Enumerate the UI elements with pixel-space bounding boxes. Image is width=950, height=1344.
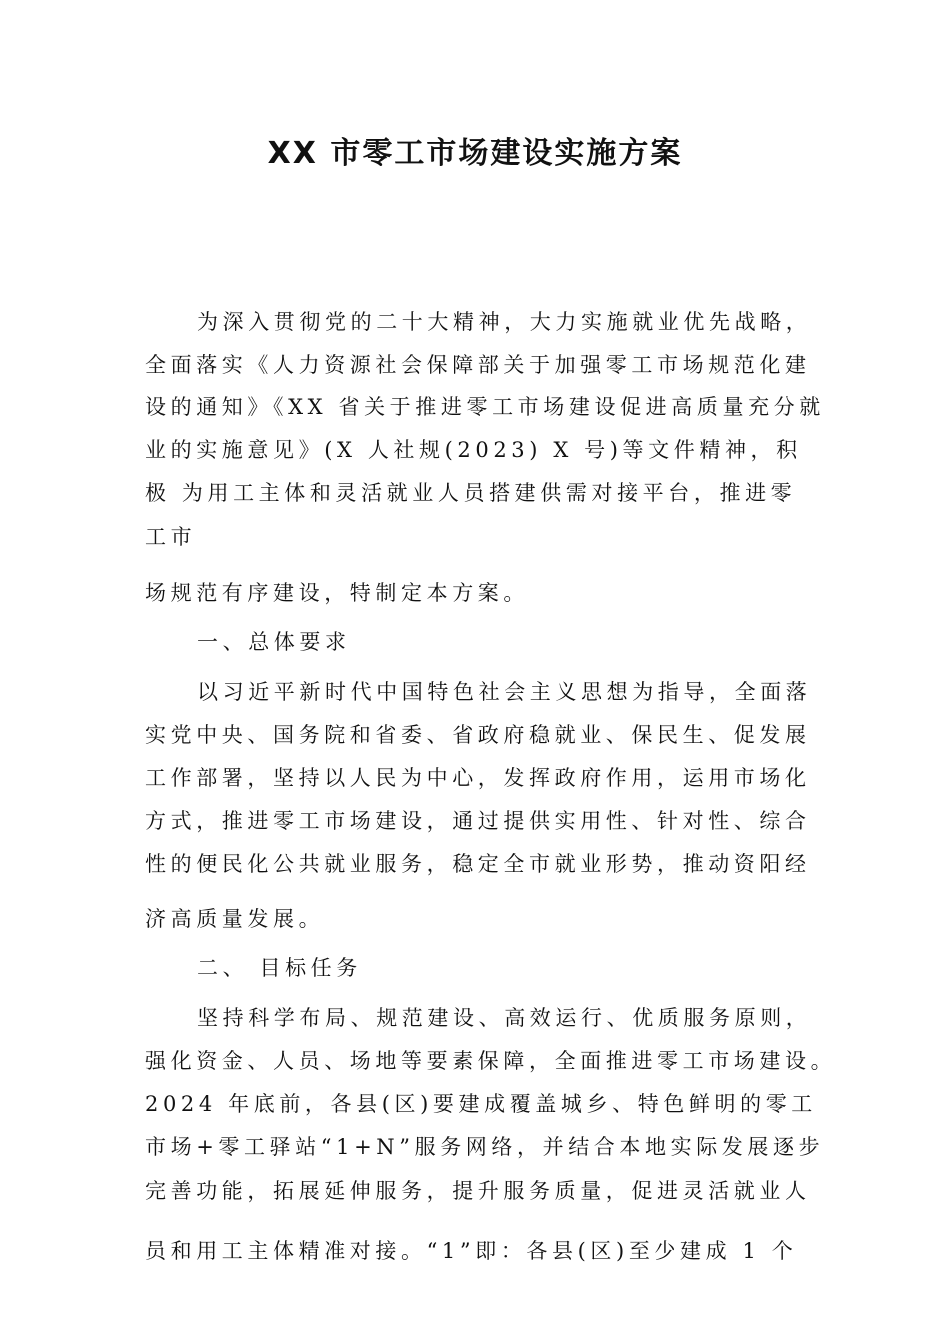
paragraph-line-15: 强化资金、人员、场地等要素保障，全面推进零工市场建设。 bbox=[145, 1049, 837, 1073]
paragraph-line-1: 为深入贯彻党的二十大精神，大力实施就业优先战略， bbox=[197, 310, 812, 334]
paragraph-line-17: 市场+零工驿站“1+N”服务网络，并结合本地实际发展逐步 bbox=[145, 1135, 825, 1159]
paragraph-line-5: 极 为用工主体和灵活就业人员搭建供需对接平台，推进零 bbox=[145, 481, 797, 505]
document-title: XX 市零工市场建设实施方案 bbox=[267, 136, 683, 171]
paragraph-line-13: 济高质量发展。 bbox=[145, 907, 325, 931]
paragraph-line-12: 性的便民化公共就业服务，稳定全市就业形势，推动资阳经 bbox=[145, 852, 811, 876]
paragraph-line-9: 实党中央、国务院和省委、省政府稳就业、保民生、促发展 bbox=[145, 723, 811, 747]
paragraph-line-16: 2024 年底前，各县(区)要建成覆盖城乡、特色鲜明的零工 bbox=[145, 1092, 817, 1116]
paragraph-line-4: 业的实施意见》(X 人社规(2023) X 号)等文件精神，积 bbox=[145, 438, 802, 462]
paragraph-line-7: 场规范有序建设，特制定本方案。 bbox=[145, 581, 529, 605]
paragraph-line-11: 方式，推进零工市场建设，通过提供实用性、针对性、综合 bbox=[145, 809, 811, 833]
paragraph-line-10: 工作部署，坚持以人民为中心，发挥政府作用，运用市场化 bbox=[145, 766, 811, 790]
paragraph-line-14: 坚持科学布局、规范建设、高效运行、优质服务原则， bbox=[197, 1006, 812, 1030]
paragraph-line-2: 全面落实《人力资源社会保障部关于加强零工市场规范化建 bbox=[145, 353, 811, 377]
section-heading-2: 二、 目标任务 bbox=[197, 956, 362, 980]
paragraph-line-19: 员和用工主体精准对接。“1”即：各县(区)至少建成 1 个 bbox=[145, 1239, 798, 1263]
paragraph-line-3: 设的通知》《XX 省关于推进零工市场建设促进高质量充分就 bbox=[145, 395, 825, 419]
paragraph-line-18: 完善功能，拓展延伸服务，提升服务质量，促进灵活就业人 bbox=[145, 1179, 811, 1203]
section-heading-1: 一、总体要求 bbox=[197, 630, 351, 654]
paragraph-line-8: 以习近平新时代中国特色社会主义思想为指导，全面落 bbox=[197, 680, 812, 704]
paragraph-line-6: 工市 bbox=[145, 525, 197, 549]
